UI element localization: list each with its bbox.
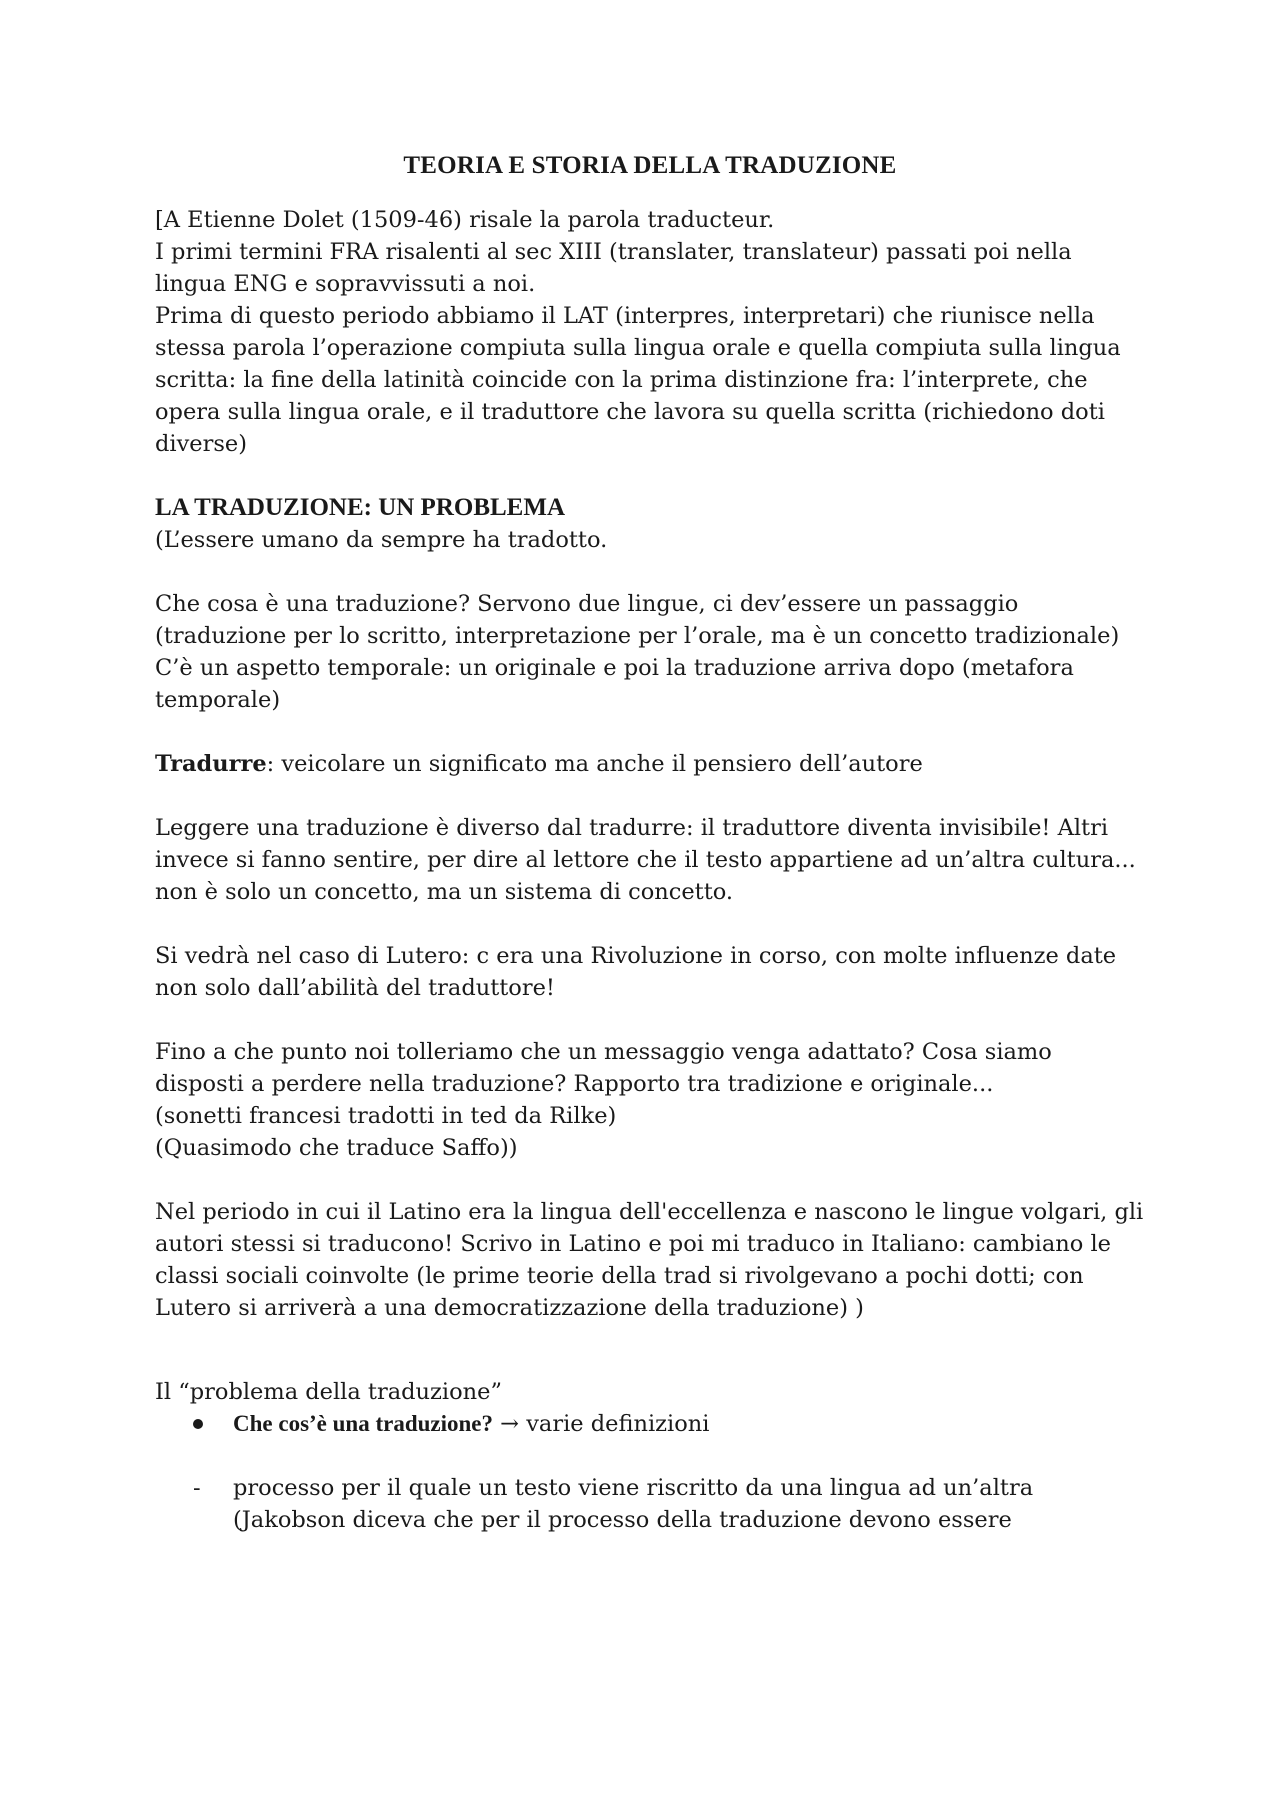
- paragraph-leggere: Leggere una traduzione è diverso dal tradurre: il traduttore diventa invisibile! Altri invece si fanno sentire, per dire al lettore che il testo appartiene ad un’altra cultura... non è solo un concetto, ma un sistema di concetto.: [155, 815, 1136, 905]
- document-title: TEORIA E STORIA DELLA TRADUZIONE: [403, 152, 897, 179]
- paragraph-cosa-traduzione: Che cosa è una traduzione? Servono due lingue, ci dev’essere un passaggio (traduzione per lo scritto, interpretazione per l’orale, ma è un concetto tradizionale): [155, 591, 1120, 649]
- list-item: [155, 1472, 1145, 1536]
- paragraph-latino: Nel periodo in cui il Latino era la lingua dell'eccellenza e nascono le lingue volgari, gli autori stessi si traducono! Scrivo in Latino e poi mi traduco in Italiano: cambiano le classi sociali coinvolte (le prime teorie della trad si rivolgevano a pochi dotti; con Lutero si arriverà a una democratizzazione della traduzione) ): [155, 1199, 1144, 1321]
- paragraph-aspetto-temporale: C’è un aspetto temporale: un originale e poi la traduzione arriva dopo (metafora temporale): [155, 655, 1074, 713]
- term-tradurre: Tradurre: [155, 751, 267, 777]
- document-page: [155, 150, 1145, 1536]
- intro-line-termini: I primi termini FRA risalenti al sec XIII (translater, translateur) passati poi nella lingua ENG e sopravvissuti a noi.: [155, 239, 1072, 297]
- bullet-arrow-text: → varie definizioni: [493, 1411, 710, 1437]
- section-subline: (L’essere umano da sempre ha tradotto.: [155, 527, 608, 553]
- definition-tradurre: : veicolare un significato ma anche il pensiero dell’autore: [266, 751, 923, 777]
- bullet-dot-icon: [155, 1408, 233, 1440]
- paragraph-quasimodo: (Quasimodo che traduce Saffo)): [155, 1135, 518, 1161]
- paragraph-problema: Il “problema della traduzione”: [155, 1379, 502, 1405]
- paragraph-lutero: Si vedrà nel caso di Lutero: c era una Rivoluzione in corso, con molte influenze date non solo dall’abilità del traduttore!: [155, 943, 1117, 1001]
- section-heading: LA TRADUZIONE: UN PROBLEMA: [155, 494, 565, 521]
- dash-item-text: processo per il quale un testo viene riscritto da una lingua ad un’altra (Jakobson diceva che per il processo della traduzione devono essere: [233, 1475, 1034, 1533]
- intro-line-latino: Prima di questo periodo abbiamo il LAT (interpres, interpretari) che riunisce nella stessa parola l’operazione compiuta sulla lingua orale e quella compiuta sulla lingua scritta: la fine della latinità coincide con la prima distinzione fra: l’interprete, che opera sulla lingua orale, e il traduttore che lavora su quella scritta (richiedono doti diverse): [155, 303, 1121, 457]
- paragraph-rilke: (sonetti francesi tradotti in ted da Rilke): [155, 1103, 617, 1129]
- list-item: [155, 1408, 1145, 1440]
- intro-line-dolet: [A Etienne Dolet (1509-46) risale la parola traducteur.: [155, 207, 775, 233]
- bullet-question: Che cos’è una traduzione?: [233, 1411, 494, 1436]
- paragraph-fino-a-che-punto: Fino a che punto noi tolleriamo che un messaggio venga adattato? Cosa siamo disposti a perdere nella traduzione? Rapporto tra tradizione e originale...: [155, 1039, 1052, 1097]
- dash-marker: -: [193, 1475, 201, 1501]
- paragraph-tradurre: [155, 748, 1145, 780]
